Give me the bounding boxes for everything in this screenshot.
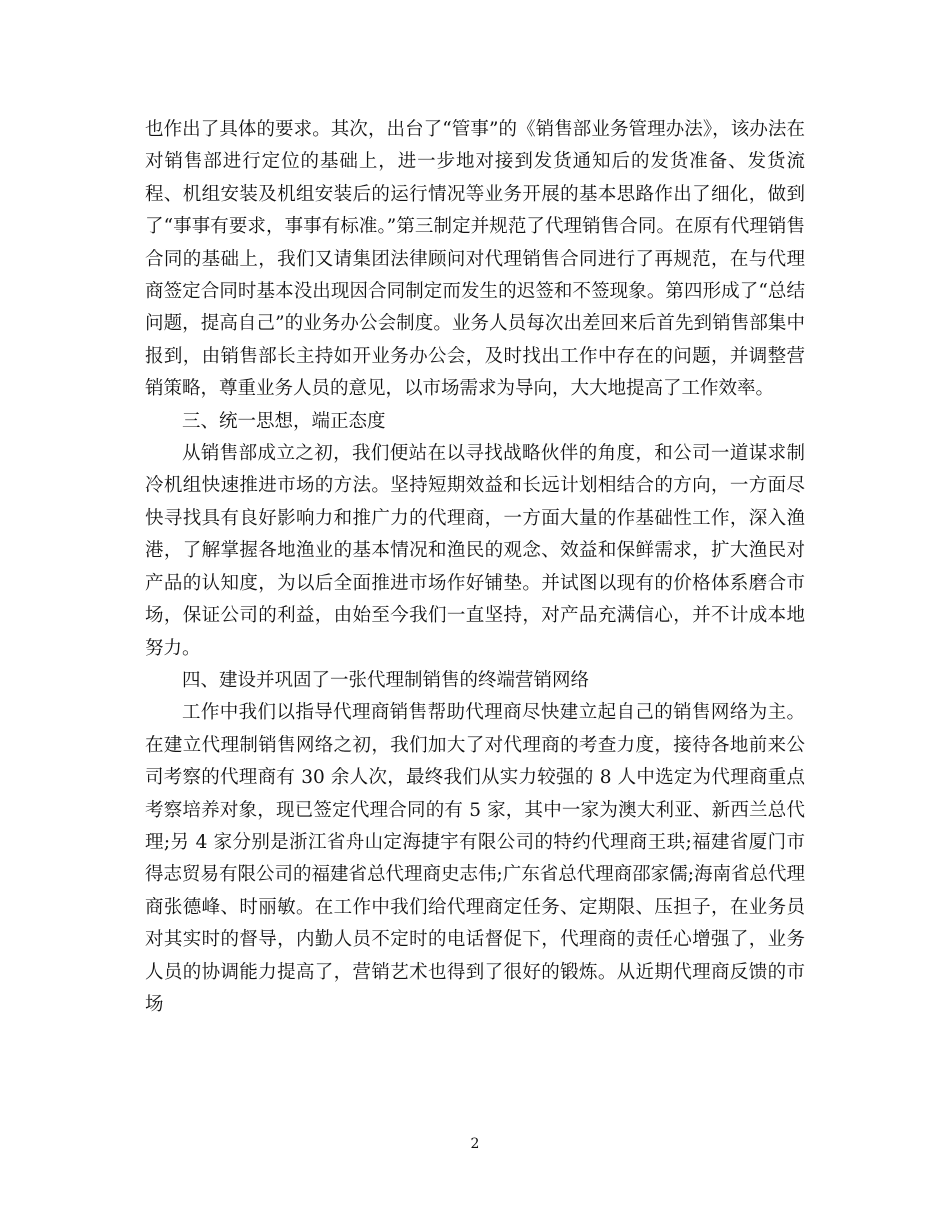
section-heading-4: 四、建设并巩固了一张代理制销售的终端营销网络 — [182, 669, 590, 691]
paragraph-unify-thinking: 从销售部成立之初，我们便站在以寻找战略伙伴的角度，和公司一道谋求制冷机组快速推进市场的方法。坚持短期效益和长远计划相结合的方向，一方面尽快寻找具有良好影响力和推广力的代理商，一方面大量的作基础性工作，深入渔港，了解掌握各地渔业的基本情况和渔民的观念、效益和保鲜需求，扩大渔民对产品的认知度，为以后全面推进市场作好铺垫。并试图以现有的价格体系磨合市场，保证公司的利益，由始至今我们一直坚持，对产品充满信心，并不计成本地努力。 — [145, 443, 805, 659]
paragraph-agent-network: 工作中我们以指导代理商销售帮助代理商尽快建立起自己的销售网络为主。在建立代理制销售网络之初，我们加大了对代理商的考查力度，接待各地前来公司考察的代理商有 30 余人次，最终我们从实力较强的 8 人中选定为代理商重点考察培养对象，现已签定代理合同的有 5 家，其中一家为澳大利亚、新西兰总代理;另 4 家分别是浙江省舟山定海捷宇有限公司的特约代理商王珙;福建省厦门市得志贸易有限公司的福建省总代理商史志伟;广东省总代理商邵家儒;海南省总代理商张德峰、时丽敏。在工作中我们给代理商定任务、定期限、压担子，在业务员对其实时的督导，内勤人员不定时的电话督促下，代理商的责任心增强了，业务人员的协调能力提高了，营销艺术也得到了很好的锻炼。从近期代理商反馈的市场 — [145, 702, 805, 1015]
section-heading-3: 三、统一思想，端正态度 — [182, 410, 386, 432]
paragraph-management-rules: 也作出了具体的要求。其次，出台了“管事”的《销售部业务管理办法》，该办法在对销售部进行定位的基础上，进一步地对接到发货通知后的发货准备、发货流程、机组安装及机组安装后的运行情况等业务开展的基本思路作出了细化，做到了“事事有要求，事事有标准。”第三制定并规范了代理销售合同。在原有代理销售合同的基础上，我们又请集团法律顾问对代理销售合同进行了再规范，在与代理商签定合同时基本没出现因合同制定而发生的迟签和不签现象。第四形成了“总结问题，提高自己”的业务办公会制度。业务人员每次出差回来后首先到销售部集中报到，由销售部长主持如开业务办公会，及时找出工作中存在的问题，并调整营销策略，尊重业务人员的意见，以市场需求为导向，大大地提高了工作效率。 — [145, 119, 805, 400]
document-body — [145, 114, 805, 1021]
page-number: 2 — [470, 1136, 480, 1152]
